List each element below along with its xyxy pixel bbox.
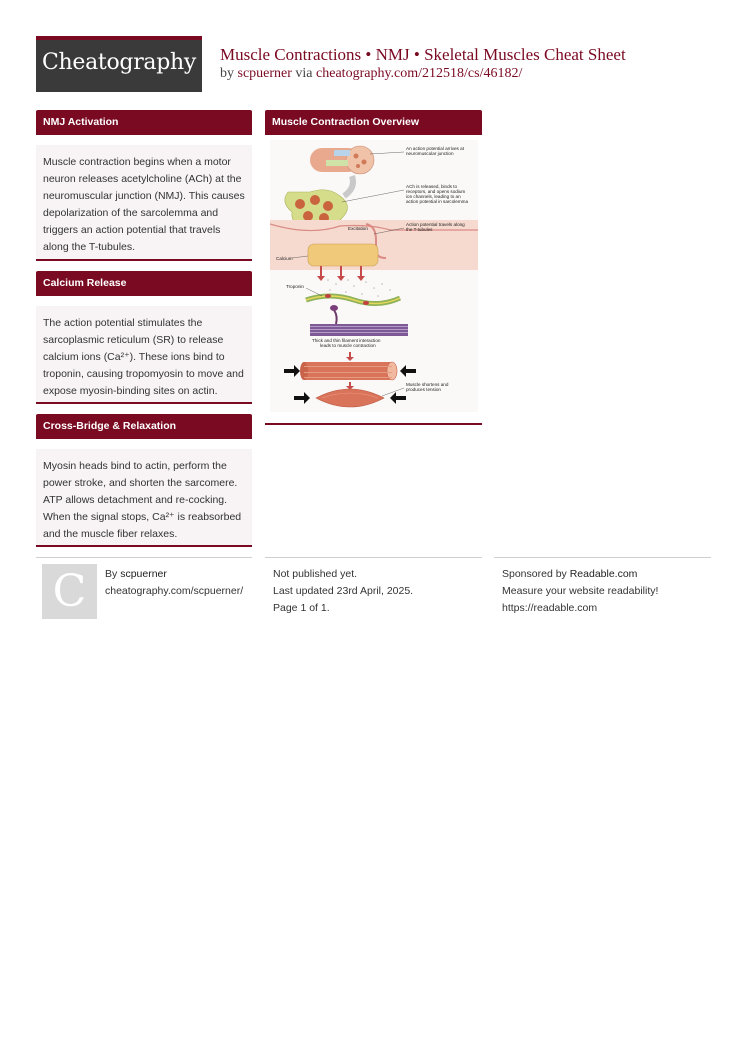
footer-sponsor-name[interactable]: Readable.com [569, 568, 638, 580]
avatar-letter: C [52, 566, 87, 617]
section-heading-nmj-activation: NMJ Activation [36, 110, 252, 135]
actin-filament-illustration [306, 294, 400, 305]
section-text: Muscle contraction begins when a motor neuron releases acetylcholine (ACh) at the neuromuscular junction (NMJ). This causes depolarization of the sarcolemma and triggers an action potential that travels along the T-tubules. [43, 156, 245, 253]
by-prefix: by [220, 66, 234, 81]
cheatography-logo[interactable] [36, 36, 202, 92]
label-ach-2: receptors, and opens sodium [406, 189, 466, 194]
footer-sponsored-by: Sponsored by [502, 568, 567, 580]
via-text: via [295, 66, 313, 81]
curved-arrow-icon [344, 176, 353, 196]
muscle-fiber-cylinder [300, 362, 397, 380]
label-ap-travels-1: Action potential travels along [406, 222, 465, 227]
contracted-muscle [316, 389, 384, 407]
label-ap-travels-2: the T-tubules [406, 227, 433, 232]
sheet-url-link[interactable]: cheatography.com/212518/cs/46182/ [316, 66, 523, 81]
motor-neuron-illustration [310, 146, 374, 174]
myosin-head [334, 310, 337, 324]
section-text: Myosin heads bind to actin, perform the power stroke, and shorten the sarcomere. ATP allows detachment and re-cocking. When the signal stops, Ca²⁺ is reabsorbed and the muscle fiber relaxes. [43, 460, 242, 540]
section-spacer [36, 296, 252, 306]
footer-sponsor-tagline: Measure your website readability! [502, 585, 659, 597]
label-shortens-1: Muscle shortens and [406, 382, 449, 387]
section-body-calcium-release [36, 306, 252, 404]
label-ach-4: action potential in sarcolemma [406, 199, 469, 204]
logo-text: Cheatography [41, 50, 197, 75]
footer-divider [36, 557, 252, 558]
author-avatar[interactable] [42, 564, 97, 619]
footer-page-number: Page 1 of 1. [273, 602, 330, 614]
diagram-svg [270, 140, 478, 412]
label-ap-arrives-1: An action potential arrives at [406, 146, 464, 151]
section-spacer [36, 135, 252, 145]
section-heading-cross-bridge: Cross-Bridge & Relaxation [36, 414, 252, 439]
label-filament-2: leads to muscle contraction [320, 343, 376, 348]
myosin-head-globe [330, 305, 338, 311]
label-ap-arrives-2: neuromuscular junction [406, 151, 454, 156]
page-title: Muscle Contractions • NMJ • Skeletal Muscles Cheat Sheet [220, 45, 626, 64]
label-shortens-2: produces tension [406, 387, 441, 392]
label-calcium: Calcium [276, 256, 293, 261]
footer-divider [265, 557, 482, 558]
label-ach-3: ion channels, leading to an [406, 194, 461, 199]
label-filament-1: Thick and thin filament interaction [312, 338, 381, 343]
section-body-nmj-activation [36, 145, 252, 261]
section-heading-calcium-release: Calcium Release [36, 271, 252, 296]
footer-divider [494, 557, 711, 558]
footer-last-updated: Last updated 23rd April, 2025. [273, 585, 414, 597]
footer-author-name[interactable]: scpuerner [120, 568, 167, 580]
footer-not-published: Not published yet. [273, 568, 358, 580]
sarcoplasmic-reticulum [308, 244, 378, 266]
striated-myofibril [310, 324, 408, 336]
down-arrow-icon [346, 352, 354, 361]
label-excitation: Excitation [348, 226, 368, 231]
footer-sponsor-line [502, 566, 637, 583]
label-ach-1: ACh is released, binds to [406, 184, 458, 189]
label-troponin: Troponin [286, 284, 304, 289]
section-heading-overview: Muscle Contraction Overview [265, 110, 482, 135]
section-spacer [36, 439, 252, 449]
footer-author-line [105, 566, 167, 583]
section-body-cross-bridge [36, 449, 252, 547]
page-subtitle [220, 66, 522, 82]
section-text: The action potential stimulates the sarcoplasmic reticulum (SR) to release calcium ions (Ca²⁺). These ions bind to troponin, causing tropomyosin to move and expose myosin-binding sites on actin. [43, 317, 244, 397]
footer-sponsor-link[interactable]: https://readable.com [502, 602, 598, 614]
footer-by: By [105, 568, 118, 580]
author-link[interactable]: scpuerner [237, 66, 292, 81]
footer-author-link[interactable]: cheatography.com/scpuerner/ [105, 585, 244, 597]
muscle-contraction-diagram [270, 140, 478, 412]
